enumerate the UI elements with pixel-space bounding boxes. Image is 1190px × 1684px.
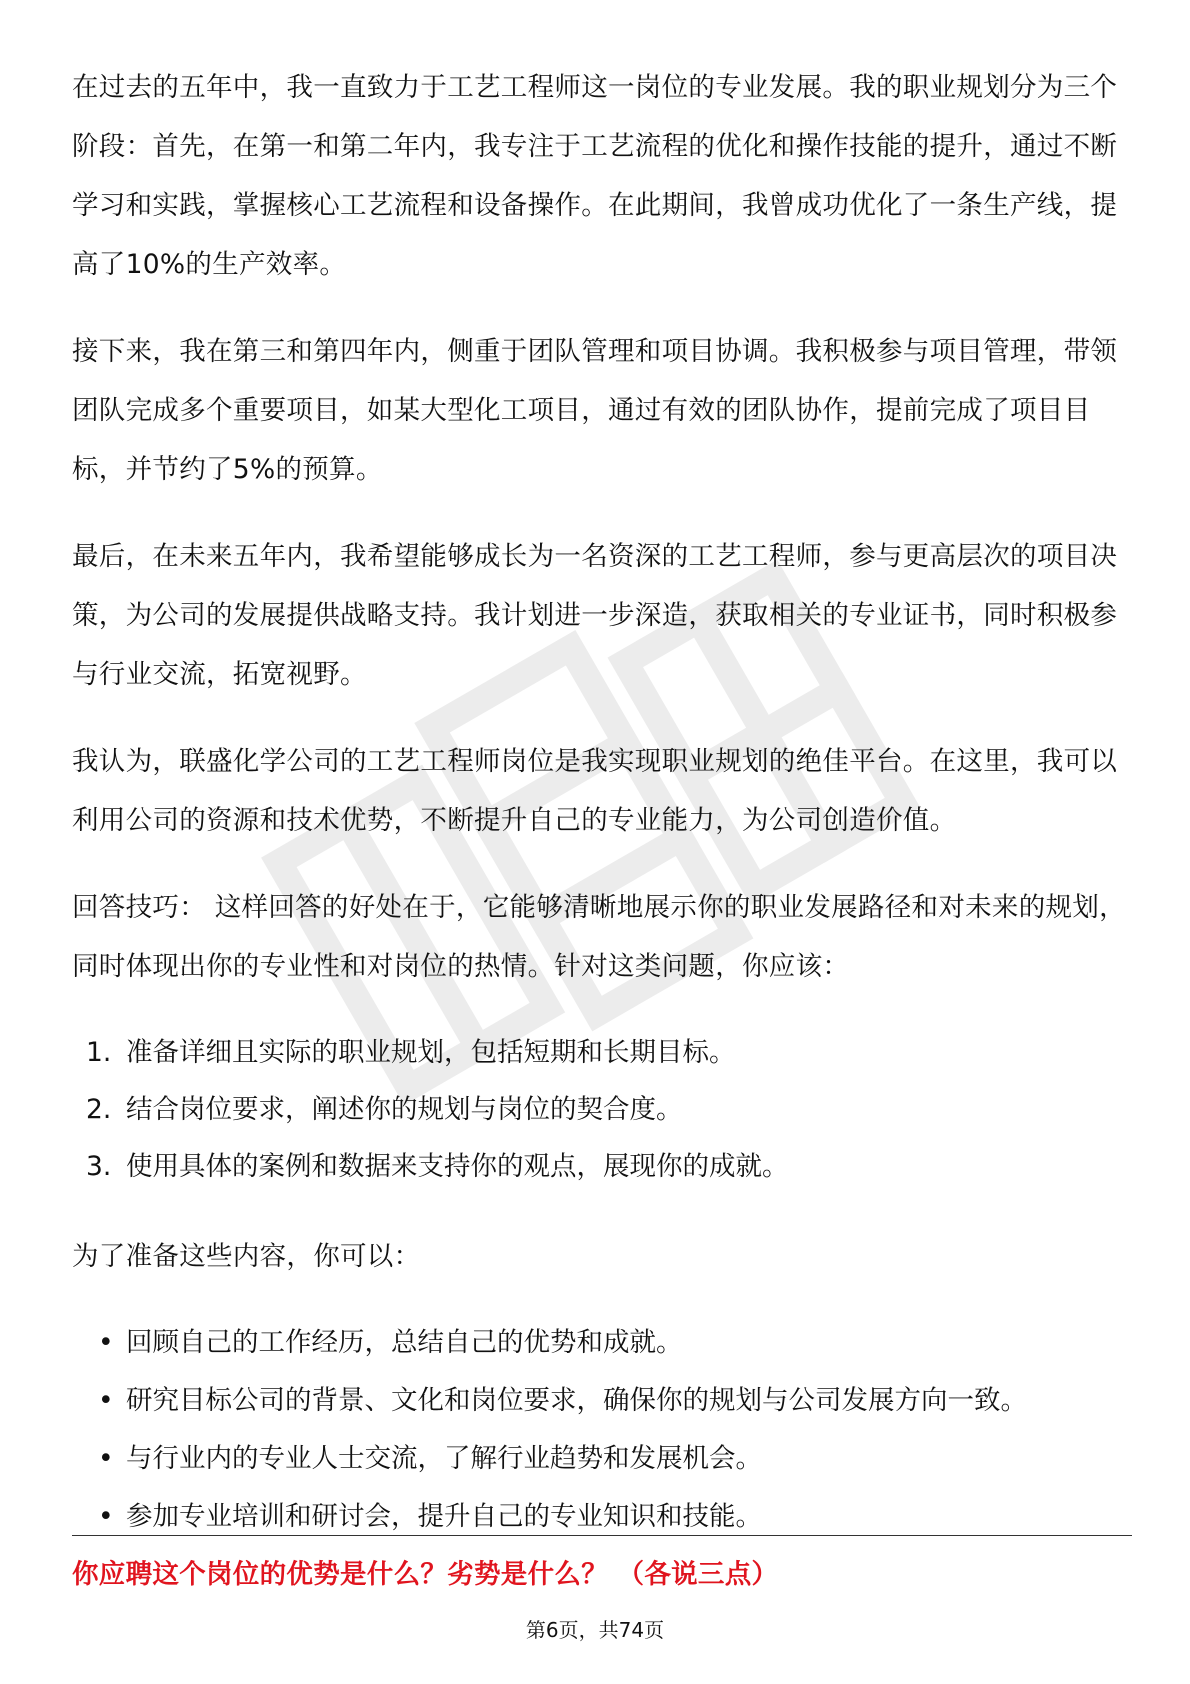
paragraph-future-goals: 最后，在未来五年内，我希望能够成长为一名资深的工艺工程师，参与更高层次的项目决策，为公司的发展提供战略支持。我计划进一步深造，获取相关的专业证书，同时积极参与行业交流，拓宽视野。 — [72, 541, 1118, 690]
list-item-text: 准备详细且实际的职业规划，包括短期和长期目标。 — [126, 1037, 736, 1068]
section-divider — [72, 1535, 1132, 1536]
bullet-icon: • — [98, 1327, 114, 1358]
paragraph-answer-tips: 回答技巧： 这样回答的好处在于，它能够清晰地展示你的职业发展路径和对未来的规划，同时体现出你的专业性和对岗位的热情。针对这类问题，你应该： — [72, 892, 1126, 982]
list-number: 3. — [86, 1151, 112, 1182]
document-body — [72, 58, 1132, 1546]
list-item — [72, 1024, 1132, 1081]
list-item-text: 结合岗位要求，阐述你的规划与岗位的契合度。 — [126, 1094, 683, 1125]
next-question-heading: 你应聘这个岗位的优势是什么？劣势是什么？ （各说三点） — [72, 1559, 779, 1590]
list-item — [72, 1430, 1132, 1488]
list-item — [72, 1138, 1132, 1195]
list-item — [72, 1081, 1132, 1138]
list-item-text: 与行业内的专业人士交流，了解行业趋势和发展机会。 — [126, 1443, 762, 1474]
list-item — [72, 1372, 1132, 1430]
paragraph-prep-intro: 为了准备这些内容，你可以： — [72, 1241, 421, 1272]
list-item-text: 研究目标公司的背景、文化和岗位要求，确保你的规划与公司发展方向一致。 — [126, 1385, 1027, 1416]
list-item-text: 回顾自己的工作经历，总结自己的优势和成就。 — [126, 1327, 683, 1358]
page-number: 第6页，共74页 — [525, 1618, 665, 1642]
list-item — [72, 1488, 1132, 1546]
bullet-icon: • — [98, 1385, 114, 1416]
bullet-icon: • — [98, 1501, 114, 1532]
list-item — [72, 1314, 1132, 1372]
paragraph-career-plan: 在过去的五年中，我一直致力于工艺工程师这一岗位的专业发展。我的职业规划分为三个阶段：首先，在第一和第二年内，我专注于工艺流程的优化和操作技能的提升，通过不断学习和实践，掌握核心工艺流程和设备操作。在此期间，我曾成功优化了一条生产线，提高了10%的生产效率。 — [72, 72, 1118, 280]
paragraph-company-fit: 我认为，联盛化学公司的工艺工程师岗位是我实现职业规划的绝佳平台。在这里，我可以利用公司的资源和技术优势，不断提升自己的专业能力，为公司创造价值。 — [72, 746, 1118, 836]
list-item-text: 参加专业培训和研讨会，提升自己的专业知识和技能。 — [126, 1501, 762, 1532]
list-number: 2. — [86, 1094, 112, 1125]
bullet-list — [72, 1314, 1132, 1546]
list-item-text: 使用具体的案例和数据来支持你的观点，展现你的成就。 — [126, 1151, 789, 1182]
numbered-list — [72, 1024, 1132, 1195]
bullet-icon: • — [98, 1443, 114, 1474]
list-number: 1. — [86, 1037, 112, 1068]
paragraph-team-management: 接下来，我在第三和第四年内，侧重于团队管理和项目协调。我积极参与项目管理，带领团队完成多个重要项目，如某大型化工项目，通过有效的团队协作，提前完成了项目目标，并节约了5%的预算。 — [72, 336, 1118, 485]
